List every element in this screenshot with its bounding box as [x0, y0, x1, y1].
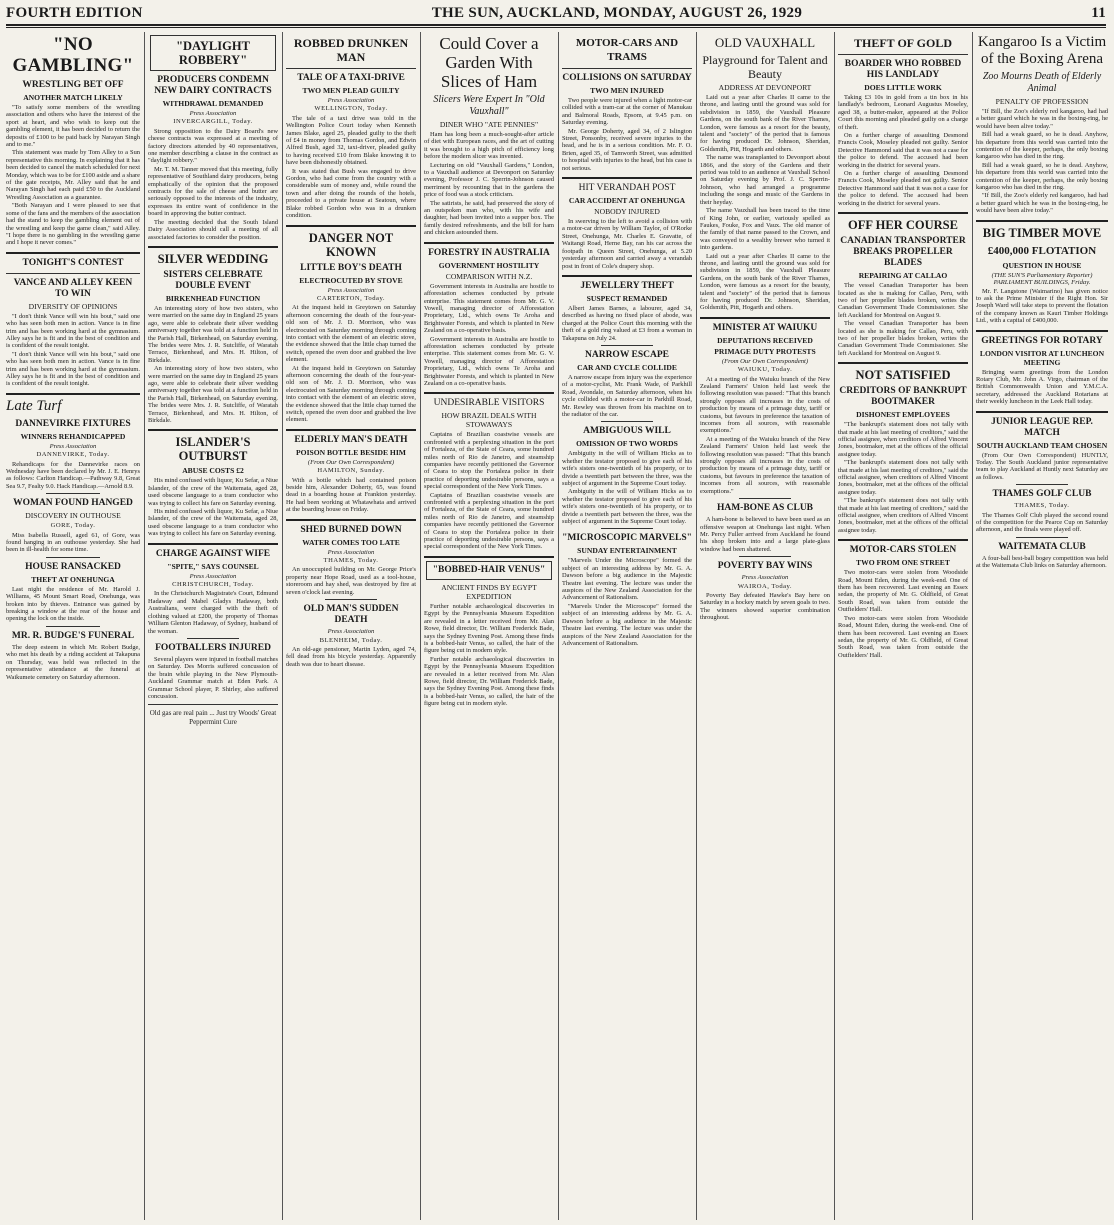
- advertisement: Old gas are real pain ... Just try Woods' Great Peppermint Cure: [149, 709, 277, 726]
- headline-motor-stolen: MOTOR-CARS STOLEN: [849, 545, 957, 556]
- subhead-plead-guilty: TWO MEN PLEAD GUILTY: [302, 86, 400, 95]
- article-paragraph: The name was transplanted to Devonport about 1866, and the story of the Gardens and their period was told to an audience at Vauxhall School on Saturday evening by Prof. J. C. Sperrin-Johnson, who had arranged a programme including the songs and music of the Gardens in their heyday.: [700, 154, 830, 206]
- section-rule: [424, 392, 554, 394]
- dateline: Press Association: [741, 574, 789, 582]
- section-rule: [562, 275, 692, 277]
- subhead-collisions: COLLISIONS ON SATURDAY: [562, 73, 692, 83]
- headline-box: [426, 561, 552, 580]
- subhead-producers: PRODUCERS CONDEMN NEW DAIRY CONTRACTS: [154, 75, 272, 96]
- section-rule: [286, 429, 416, 431]
- headline-islanders-outburst: ISLANDER'S OUTBURST: [175, 435, 251, 464]
- column-3: [286, 32, 416, 1222]
- column-rule: [972, 32, 973, 1220]
- rule: [562, 68, 692, 69]
- headline-vance-alley: VANCE AND ALLEY KEEN TO WIN: [13, 277, 133, 299]
- headline-daylight-robbery: "DAYLIGHT ROBBERY": [176, 39, 250, 67]
- section-rule: [6, 393, 140, 395]
- subhead-creditors: CREDITORS OF BANKRUPT BOOTMAKER: [839, 386, 967, 408]
- article-paragraph: The vessel Canadian Transporter has been located as she is making for Callao, Peru, with two of her propeller blades broken, writes the Canadian Government Trade Commissioner. She left Auckland for Montreal on August 9.: [838, 282, 968, 319]
- article-paragraph: A narrow escape from injury was the experience of a motor-cyclist, Mr. Frank Wade, of Parkhill Road, Avondale, on Saturday afternoon, when his cycle collided with a motor-car in Parkhill Road, Mr. Rewley was thrown from his machine on to the radiator of the car.: [562, 373, 692, 418]
- headline-verandah: HIT VERANDAH POST: [578, 183, 676, 194]
- dateline: (From Our Own Correspondent): [307, 458, 395, 466]
- dateline: Press Association: [189, 110, 237, 117]
- rule: [286, 68, 416, 69]
- section-rule: [6, 252, 140, 254]
- column-7: [838, 32, 968, 1222]
- subhead-comparison: COMPARISON WITH N.Z.: [445, 271, 533, 281]
- rule: [739, 556, 791, 557]
- subhead-egypt: ANCIENT FINDS BY EGYPT EXPEDITION: [441, 582, 537, 601]
- article-paragraph: Ambiguity in the will of William Hicks as to whether the testator proposed to give each of his wife's sisters one-twentieth of his property, or to divide a twentieth part between the three, was the subject of argument in the Supreme Court today.: [562, 488, 692, 526]
- article-paragraph: Captains of Brazilian coastwise vessels are confronted with a perplexing situation in the port of Fortaleza, of the State of Ceara, some hundred miles north of Rio de Janeiro, and steamship companies have recently petitioned the Governor of Ceara to stop the Fortaleza police in their practice of deporting undesirable persons, says a special correspondent of the New York Times.: [424, 431, 554, 491]
- placeline: INVERCARGILL, Today.: [173, 118, 253, 126]
- article-paragraph: "I don't think Vance will win his bout," said one who has seen both men in action. Vance is in fine trim and has been working hard at the gymnasium. Alley says he is fit and in the best of condition and is confident of the result tonight.: [6, 350, 140, 388]
- rule: [46, 493, 100, 494]
- subhead-electrocuted: ELECTROCUTED BY STOVE: [299, 275, 403, 285]
- subhead-slicers: Slicers Were Expert In "Old Vauxhall": [433, 94, 545, 117]
- headline-off-course: OFF HER COURSE: [848, 218, 958, 233]
- subhead-dishonest: DISHONEST EMPLOYEES: [856, 410, 950, 420]
- article-paragraph: "The bankrupt's statement does not tally with that made at his last meeting of creditors," said the official assignee, when creditors of Alfred Vincent Jones, bootmaker, met at the offices of the official assignee today.: [838, 421, 968, 458]
- article-paragraph: On a further charge of assaulting Desmond Francis Cook, Moseley pleaded not guilty. Senior Detective Hammond said that it was not a case for the police to defend. The accused had been working in the district for several years.: [838, 132, 968, 169]
- headline-microscopic: "MICROSCOPIC MARVELS": [562, 533, 692, 544]
- article-paragraph: Lecturing on old "Vauxhall Gardens," London, to a Vauxhall audience at Devonport on Saturday evening, Professor J. C. Sperrin-Johnson caused merriment by recounting that in the gardens the price of food was a stock criticism.: [424, 161, 554, 199]
- subhead-poison-bottle: POISON BOTTLE BESIDE HIM: [296, 447, 406, 457]
- subhead-car-cycle: CAR AND CYCLE COLLIDE: [577, 362, 677, 372]
- subhead-taxi-drive: TALE OF A TAXI-DRIVE: [297, 73, 405, 83]
- section-rule: [700, 317, 830, 319]
- section-rule: [976, 411, 1108, 413]
- article-paragraph: A ham-bone is believed to have been used as an offensive weapon at Onehunga last night. When Mr. Percy Fuller arrived from Auckland he found his shop broken into and a large plate-glass window had been shattered.: [700, 516, 830, 553]
- headline-undesirable: UNDESIRABLE VISITORS: [433, 398, 545, 409]
- subhead-diner: DINER WHO "ATE PENNIES": [439, 120, 539, 129]
- subhead-playground: Playground for Talent and Beauty: [702, 53, 828, 81]
- article-paragraph: The vessel Canadian Transporter has been located as she is making for Callao, Peru, with two of her propeller blades broken, writes the Canadian Government Trade Commissioner. She left Auckland for Montreal on August 9.: [838, 320, 968, 357]
- masthead-rule-thin: [6, 27, 1106, 28]
- headline-kangaroo: Kangaroo Is a Victim of the Boxing Arena: [977, 34, 1107, 67]
- article-paragraph: An interesting story of how two sisters, who were married on the same day in England 25 years ago, were able to celebrate their silver wedding anniversary together was told at a function held in the Parish Hall, Birkenhead, on Saturday evening. The brides were Mrs. J. R. Sutcliffe, of Waratah Terrace, Birkenhead, and Mrs. H. Hilton, of Birkdale.: [148, 304, 278, 364]
- column-rule: [144, 32, 145, 1220]
- subhead-primage: PRIMAGE DUTY PROTESTS: [714, 346, 816, 356]
- section-rule: [838, 212, 968, 214]
- headline-motor-cars: MOTOR-CARS AND TRAMS: [575, 37, 679, 63]
- article-paragraph: With a bottle which had contained poison beside him, Alexander Doherty, 65, was found dead in a boarding house at Frankton yesterday. He had been working at Whatawhata and arrived at the boarding house on Friday.: [286, 476, 416, 514]
- column-8: [976, 32, 1108, 1222]
- placeline: THAMES, Today.: [1014, 502, 1070, 510]
- article-paragraph: A four-ball best-ball bogey competition was held at the Waitemata Club links on Saturday afternoon.: [976, 554, 1108, 570]
- section-rule: [976, 220, 1108, 222]
- subhead-callao: REPAIRING AT CALLAO: [858, 271, 948, 281]
- rule: [838, 54, 968, 55]
- subhead-little-boy: LITTLE BOY'S DEATH: [300, 262, 402, 273]
- headline-ambiguous-will: AMBIGUOUS WILL: [583, 426, 671, 437]
- article-paragraph: Ambiguity in the will of William Hicks as to whether the testator proposed to give each of his wife's sisters one-twentieth of his property, or to divide a twentieth part between the three, was the subject of argument in the Supreme Court today.: [562, 450, 692, 487]
- article-paragraph: Two motor-cars were stolen from Woodside Road, Mount Eden, during the week-end. One of them has been recovered. Last evening an Essex sedan, the property of Mr. G. Oldfield, of Great South Road, was taken from outside the Outfielders' Hall.: [838, 614, 968, 659]
- headline-budge-funeral: MR. R. BUDGE'S FUNERAL: [11, 630, 135, 641]
- subhead-south-auckland: SOUTH AUCKLAND TEAM CHOSEN: [976, 440, 1108, 450]
- rule: [325, 599, 377, 600]
- article-paragraph: The satirists, he said, had preserved the story of an outspoken man who, with his wife and daughter, had been invited into a supper box. The family desired refreshments, and the bill for ham and chicken astounded them.: [424, 199, 554, 237]
- subhead-hostility: GOVERNMENT HOSTILITY: [438, 260, 540, 270]
- rule: [601, 528, 653, 529]
- headline-timber-move: BIG TIMBER MOVE: [982, 225, 1102, 240]
- article-paragraph: An unoccupied building on Mr. George Price's property near Hope Road, used as a tool-house, storeroom and hay shed, was destroyed by fire at seven o'clock last evening.: [286, 566, 416, 596]
- subhead-water-late: WATER COMES TOO LATE: [302, 537, 400, 547]
- subhead-rehandicapped: WINNERS REHANDICAPPED: [20, 431, 126, 441]
- subhead-brazil: HOW BRAZIL DEALS WITH STOWAWAYS: [441, 411, 537, 430]
- column-rule: [420, 32, 421, 1220]
- rule: [6, 273, 140, 274]
- article-paragraph: The meeting decided that the South Island Dairy Association should call a meeting of all associated factories to consider the position.: [148, 218, 278, 241]
- article-paragraph: "Marvels Under the Microscope" formed the subject of an interesting address by Mr. G. A. Dawson before a big audience in the Majestic Theatre last evening. The lecture was under the auspices of the New Zealand Association for the Advancement of Rationalism.: [562, 602, 692, 647]
- headline-junior-league: JUNIOR LEAGUE REP. MATCH: [991, 416, 1093, 438]
- article-paragraph: Bill had a weak guard, so he is dead. Anyhow, his departure from this world was carried into the contention of the keeper, perhaps, the only boxing kangaroo who has died in the ring.: [976, 131, 1108, 161]
- section-rule: [838, 539, 968, 541]
- section-rule: [424, 556, 554, 558]
- subhead-nobody: NOBODY INJURED: [594, 207, 660, 217]
- article-paragraph: Several players were injured in football matches on Saturday. Des Morris suffered concussion of the brain while playing in the New Plymouth-Auckland Grammar match at Eden Park. A Grammar School player, P. Shirley, also suffered concussion.: [148, 655, 278, 700]
- article-paragraph: Mr. T. M. Tanner moved that this meeting, fully representative of Southland dairy producers, being emphatically of the opinion that the proposed contracts for the sale of cheese and butter are seriously opposed to the interests of the industry, expresses its entire want of confidence in the board in approving the butter contract.: [148, 165, 278, 218]
- headline-woman-found: WOMAN FOUND HANGED: [13, 498, 133, 509]
- placeline: WAIROA, Today.: [737, 582, 793, 590]
- rule: [46, 626, 100, 627]
- article-paragraph: Two people were injured when a light motor-car collided with a tram-car at the corner of Manukau and Balmoral Roads, Epsom, at 9.45 p.m. on Saturday evening.: [562, 97, 692, 127]
- headline-footballers: FOOTBALLERS INJURED: [155, 642, 271, 653]
- section-rule: [562, 177, 692, 179]
- subhead-question: QUESTION IN HOUSE: [1002, 260, 1082, 270]
- headline-old-vauxhall: OLD VAUXHALL: [714, 35, 816, 50]
- section-tonights-contest: TONIGHT'S CONTEST: [22, 257, 124, 268]
- rule: [601, 421, 653, 422]
- column-rule: [834, 32, 835, 1220]
- article-paragraph: Bill had a weak guard, so he is dead. Anyhow, his departure from this world was carried into the contention of the keeper, perhaps, the only boxing kangaroo who has died in the ring.: [976, 161, 1108, 192]
- article-paragraph: Mr. George Doherty, aged 34, of 2 Islington Street, Ponsonby, received severe injuries to the head, and he is in a serious condition. Mr. F. O. Brien, aged 35, of Tamworth Street, was admitted to hospital with injuries to the head, but his case is not serious.: [562, 127, 692, 172]
- article-paragraph: Captains of Brazilian coastwise vessels are confronted with a perplexing situation in the port of Fortaleza, of the State of Ceara, some hundred miles north of Rio de Janeiro, and steamship companies have recently petitioned the Governor of Ceara to stop the Fortaleza police in their practice of deporting undesirable persons, says a special correspondent of the New York Times.: [424, 491, 554, 551]
- placeline: CHRISTCHURCH, Today.: [172, 581, 254, 589]
- article-paragraph: His mind confused with liquor, Ku Sefar, a Niue Islander, of the crew of the Waitemata, aged 28, used obscene language to a tram conductor who was trying to collect his fare on Saturday evening.: [148, 477, 278, 507]
- headline-charge-wife: CHARGE AGAINST WIFE: [155, 548, 271, 559]
- subhead-little-work: DOES LITTLE WORK: [864, 83, 942, 92]
- masthead: [6, 3, 1106, 23]
- article-paragraph: Government interests in Australia are hostile to afforestation schemes conducted by private enterprise. This statement comes from Mr. G. V. Vowell, managing director of Afforestation Proprietary, Ltd., which owns Te Aroha and Brightwater Forests, and which is planted in New Zealand on a co-operative basis.: [424, 335, 554, 387]
- headline-silver-wedding: SILVER WEDDING: [157, 251, 269, 266]
- column-5: [562, 32, 692, 1222]
- headline-narrow-escape: NARROW ESCAPE: [584, 349, 669, 360]
- article-paragraph: His mind confused with liquor, Ku Sefar, a Niue Islander, of the crew of the Waitemata, aged 28, used obscene language to a tram conductor who was trying to collect his fare on Saturday evening.: [148, 508, 278, 538]
- subhead-wrestling: WRESTLING BET OFF: [22, 80, 124, 90]
- article-paragraph: An old-age pensioner, Martin Lyden, aged 74, fell dead from his bicycle yesterday. Apparently death was due to heart disease.: [286, 645, 416, 668]
- dateline: Press Association: [49, 442, 97, 450]
- headline-box: [150, 35, 276, 71]
- column-rule: [696, 32, 697, 1220]
- article-paragraph: Bringing warm greetings from the London Rotary Club, Mr. John A. Virgo, chairman of the British Commonwealth Union and Y.M.C.A. secretary, addressed the Auckland Rotarians at their weekly luncheon in the Leek Hall today.: [976, 368, 1108, 406]
- headline-dannevirke: DANNEVIRKE FIXTURES: [15, 418, 131, 429]
- headline-danger-not-known: DANGER NOT KNOWN: [308, 230, 394, 259]
- placeline: BLENHEIM, Today.: [319, 636, 383, 644]
- article-paragraph: The Thames Golf Club played the second round of the competition for the Pearce Cup on Saturday afternoon, and the finals were played off.: [976, 511, 1108, 534]
- article-paragraph: Ham has long been a much-sought-after article of diet with European races, and the art of cutting it was brought to a high pitch of efficiency long before the modern slicer was invented.: [424, 131, 554, 161]
- column-rule: [282, 32, 283, 1220]
- subhead-abuse-costs: ABUSE COSTS £2: [182, 466, 244, 476]
- article-paragraph: "Marvels Under the Microscope" formed the subject of an interesting address by Mr. G. A. Dawson before a big audience in the Majestic Theatre last evening. The lecture was under the auspices of the New Zealand Association for the Advancement of Rationalism.: [562, 557, 692, 602]
- headline-house-ransacked: HOUSE RANSACKED: [25, 561, 121, 572]
- article-paragraph: "To satisfy some members of the wrestling association and others who have the interest of the sport at heart, and who wish to keep out the gambling element, it has been decided to return the deposits of £100 to be paid back by Narayan Singh and to me.": [6, 104, 140, 149]
- article-paragraph: Last night the residence of Mr. Harold J. Williams, 45 Mount Smart Road, Onehunga, was broken into by thieves. Entrance was gained by breaking a window at the rear of the house and opening the lock on the inside.: [6, 585, 140, 623]
- subhead-spite: "SPITE," SAYS COUNSEL: [167, 561, 259, 571]
- section-rule: [148, 543, 278, 545]
- subhead-car-accident: CAR ACCIDENT AT ONEHUNGA: [568, 196, 686, 206]
- subhead-birkenhead: BIRKENHEAD FUNCTION: [165, 293, 261, 303]
- subhead-devonport: ADDRESS AT DEVONPORT: [718, 83, 812, 92]
- article-paragraph: "The bankrupt's statement does not tally with that made at his last meeting of creditors," said the official assignee, when creditors of Alfred Vincent Jones, bootmaker, met at the offices of the official assignee today.: [838, 459, 968, 496]
- article-paragraph: Rehandicaps for the Dannevirke races on Wednesday have been declared by Mr. J. E. Henrys as follows: Carlton Handicap.—Pathway 9.8, Great Sea 9.7, Fealty 9.0. Hack Handicap.—Arnold 8.9.: [6, 460, 140, 490]
- section-rule: [838, 362, 968, 364]
- article-paragraph: Strong opposition to the Dairy Board's new cheese contracts was expressed at a meeting of factory directors attended by 40 representatives, one member describing a clause in the contract as "daylight robbery.": [148, 127, 278, 165]
- headline-waitemata: WAITEMATA CLUB: [998, 541, 1086, 552]
- headline-robbed-drunken: ROBBED DRUNKEN MAN: [293, 36, 409, 64]
- section-rule: [286, 225, 416, 227]
- article-paragraph: Poverty Bay defeated Hawke's Bay here on Saturday in a hockey match by seven goals to two. The winners showed superior combination throughout.: [700, 591, 830, 622]
- headline-thames-golf: THAMES GOLF CLUB: [992, 489, 1092, 500]
- section-rule: [424, 242, 554, 244]
- section-late-turf: Late Turf: [6, 397, 62, 414]
- subhead-withdrawal: WITHDRAWAL DEMANDED: [162, 99, 264, 108]
- dateline: Press Association: [327, 548, 375, 556]
- placeline: WELLINGTON, Today.: [314, 105, 388, 113]
- headline-not-satisfied: NOT SATISFIED: [855, 368, 951, 383]
- headline-forestry: FORESTRY IN AUSTRALIA: [428, 247, 550, 258]
- rule: [1016, 537, 1069, 538]
- headline-shed-burned: SHED BURNED DOWN: [300, 524, 402, 535]
- article-paragraph: Two motor-cars were stolen from Woodside Road, Mount Eden, during the week-end. One of them has been recovered. Last evening an Essex sedan, the property of Mr. G. Oldfield, of Great South Road, was taken from outside the Outfielders' Hall.: [838, 569, 968, 614]
- article-paragraph: The tale of a taxi drive was told in the Wellington Police Court today when Kenneth James Blake, aged 25, pleaded guilty to the theft of £4 in money from Thomas Gordon, and Edwin Alfred Bush, aged 32, taxi-driver, pleaded guilty to having received £10 from Blake knowing it to have been dishonestly obtained.: [286, 114, 416, 167]
- section-rule: [976, 330, 1108, 332]
- headline-sudden-death: OLD MAN'S SUDDEN DEATH: [303, 604, 399, 626]
- article-paragraph: In the Christchurch Magistrate's Court, Edmund Hadaway and Mabel Gladys Hadaway, both Australians, were charged with the theft of clothing valued at £200, the property of Thomas William Glenton Hadaway, of Sydney, husband of the woman.: [148, 590, 278, 635]
- placeline: DANNEVIRKE, Today.: [36, 451, 110, 459]
- article-paragraph: Laid out a year after Charles II came to the throne, and lasting until the ground was sold for subdivision in 1859, the Vauxhall Pleasure Gardens, on the south bank of the River Thames, London, were famous as a resort for the beauty, talent and "society" of the period that is famous for having produced Dr. Johnson, Sheridan, Goldsmith, Pitt, Hogarth and others.: [700, 94, 830, 153]
- subhead-suspect: SUSPECT REMANDED: [586, 293, 668, 303]
- section-rule: [286, 519, 416, 521]
- subhead-sisters: SISTERS CELEBRATE DOUBLE EVENT: [163, 269, 263, 291]
- masthead-rule: [6, 24, 1106, 26]
- section-rule: [148, 429, 278, 431]
- subhead-deputations: DEPUTATIONS RECEIVED: [717, 335, 813, 345]
- rule: [148, 704, 278, 705]
- headline-poverty-bay: POVERTY BAY WINS: [717, 561, 813, 572]
- headline-no-gambling: "NO GAMBLING": [12, 34, 134, 76]
- column-2: [148, 32, 278, 1222]
- placeline: WAIUKU, Today.: [737, 366, 793, 374]
- article-paragraph: At the inquest held in Greytown on Saturday afternoon concerning the death of the four-year-old son of Mr. J. D. Morrison, who was electrocuted on Saturday morning through coming into contact with the element of an electric stove, the evidence showed that the little chap turned the switch, opened the oven door and grabbed the live element.: [286, 304, 416, 364]
- rule: [601, 345, 653, 346]
- article-paragraph: In swerving to the left to avoid a collision with a motor-car driven by William Taylor, of O'Rorke Street, Onehunga, Mr. Charles E. Gravatte, of Waitangi Road, Herne Bay, ran his car across the footpath in Queen Street, Onehunga, at 5.20 yesterday afternoon and carried away a verandah post in front of Cole's drapery shop.: [562, 218, 692, 270]
- article-paragraph: Miss Isabella Russell, aged 61, of Gore, was found hanging in an outhouse yesterday. She had been in ill-health for some time.: [6, 531, 140, 554]
- rule: [739, 498, 791, 499]
- subhead-two-injured: TWO MEN INJURED: [590, 86, 664, 95]
- article-paragraph: At a meeting of the Waiuku branch of the New Zealand Farmers' Union held last week the following resolution was passed: "That this branch strongly opposes all increases in the costs of production by means of a primage duty, tariff or customs, but favours in preference the taxation of incomes from all sources, with reasonable exemptions.": [700, 375, 830, 435]
- subhead-another-match: ANOTHER MATCH LIKELY: [23, 93, 123, 102]
- subhead-onehunga: THEFT AT ONEHUNGA: [31, 574, 115, 584]
- article-paragraph: This statement was made by Tom Alley to a Sun representative this morning. In explaining that it has been decided to cancel the match scheduled for next Monday, which was to be for £100 aside and a share of the gate receipts, Mr. Alley said that he and Narayan Singh had each paid £50 to the Auckland Wrestling Association as a guarantee.: [6, 149, 140, 201]
- section-rule: [148, 246, 278, 248]
- article-paragraph: Further notable archaeological discoveries in Egypt by the Pennsylvania Museum Expedition are revealed in a letter received from Mr. Alan Rowe, field director, Dr. William Frederick Bade, says the Sydney Evening Post. Among these finds is a bobbed-hair Venus, so called, the hair of the figure being cut in modern style.: [424, 655, 554, 708]
- paper-dateline: THE SUN, AUCKLAND, MONDAY, AUGUST 26, 1929: [431, 4, 803, 21]
- subhead-one-street: TWO FROM ONE STREET: [856, 558, 950, 568]
- subhead-zoo-mourns: Zoo Mourns Death of Elderly Animal: [982, 71, 1102, 94]
- placeline: HAMILTON, Sunday.: [317, 467, 385, 475]
- article-paragraph: Laid out a year after Charles II came to the throne, and lasting until the ground was sold for subdivision in 1859, the Vauxhall Pleasure Gardens, on the south bank of the River Thames, London, were famous as a resort for the beauty, talent and "society" of the period that is famous for having produced Dr. Johnson, Sheridan, Goldsmith, Pitt, Hogarth and others.: [700, 252, 830, 312]
- column-rule: [558, 32, 559, 1220]
- edition-label: FOURTH EDITION: [6, 4, 143, 21]
- article-paragraph: On a further charge of assaulting Desmond Francis Cook, Moseley pleaded not guilty. Senior Detective Hammond said that it was not a case for the police to defend. The accused had been working in the district for several years.: [838, 170, 968, 207]
- headline-theft-gold: THEFT OF GOLD: [853, 36, 952, 50]
- subhead-penalty: PENALTY OF PROFESSION: [995, 97, 1089, 106]
- article-paragraph: Mr. F. Langstone (Waimarino) has given notice to ask the Prime Minister if the Right Hon. Sir Joseph Ward will take steps to prevent the flotation of the company known as Kauri Timber Holdings Ltd., with a capital of £400,000.: [976, 287, 1108, 325]
- article-paragraph: The deep esteem in which Mr. Robert Budge, who met his death by a riding accident at Takapuna on Thursday, was held was reflected in the representative attendance at the funeral at Waikumete cemetery on Saturday afternoon.: [6, 643, 140, 681]
- article-paragraph: Taking £3 10s in gold from a tin box in his landlady's bedroom, Leonard Augustus Moseley, aged 38, a butter-maker, appeared at the Police Court this morning and pleaded guilty on a charge of theft.: [838, 94, 968, 131]
- rule: [1016, 484, 1069, 485]
- subhead-transporter: CANADIAN TRANSPORTER BREAKS PROPELLER BLADES: [840, 236, 966, 269]
- headline-ham-bone: HAM-BONE AS CLUB: [716, 503, 814, 514]
- dateline: Press Association: [189, 572, 237, 580]
- article-paragraph: "The bankrupt's statement does not tally with that made at his last meeting of creditors," said the official assignee, when creditors of Alfred Vincent Jones, bootmaker, met at the offices of the official assignee today.: [838, 497, 968, 534]
- article-paragraph: The name Vauxhall has been traced to the time of King John, or earlier, variously spelled as Faukes, Fouke, Fox and Vaux. The old manor of the family of that name passed to the Crown, and was conveyed to a wealthy brewer who turned it into gardens.: [700, 207, 830, 252]
- article-paragraph: "If Bill, the Zoo's elderly red kangaroo, had had a better guard which he was in the boxing-ring, he would have been alive today.": [976, 108, 1108, 130]
- subhead-boarder: BOARDER WHO ROBBED HIS LANDLADY: [844, 59, 962, 80]
- column-6: [700, 32, 830, 1222]
- dateline: Press Association: [327, 628, 375, 636]
- subhead-flotation: £400,000 FLOTATION: [987, 244, 1097, 257]
- page-number: 11: [1091, 4, 1106, 21]
- dateline: (THE SUN'S Parliamentary Reporter) PARLIAMENT BUILDINGS, Friday.: [991, 271, 1093, 287]
- headline-bobbed-hair: "BOBBED-HAIR VENUS": [432, 564, 546, 575]
- rule: [46, 557, 100, 558]
- rule: [187, 638, 239, 639]
- column-1: [6, 32, 140, 1222]
- headline-rotary: GREETINGS FOR ROTARY: [981, 335, 1103, 346]
- article-paragraph: An interesting story of how two sisters, who were married on the same day in England 25 years ago, were able to celebrate their silver wedding anniversary together was told at a function held in the Parish Hall, Birkenhead, on Saturday evening. The brides were Mrs. J. R. Sutcliffe, of Waratah Terrace, Birkenhead, and Mrs. H. Hilton, of Birkdale.: [148, 365, 278, 424]
- article-paragraph: (From Our Own Correspondent) HUNTLY, Today. The South Auckland junior representative team to play Auckland at Huntly next Saturday are as follows.: [976, 451, 1108, 481]
- article-paragraph: Albert James Barnes, a labourer, aged 34, described as having no fixed place of abode, was charged at the Police Court this morning with the theft of a gold ring valued at £3 from a woman in Takapuna on July 24.: [562, 304, 692, 342]
- subhead-outhouse: DISCOVERY IN OUTHOUSE: [25, 511, 121, 521]
- subhead-sunday: SUNDAY ENTERTAINMENT: [577, 546, 677, 556]
- subhead-london-visitor: LONDON VISITOR AT LUNCHEON MEETING: [979, 348, 1105, 367]
- article-paragraph: It was stated that Bush was engaged to drive Gordon, who had come from the country with a considerable sum of money and, while round the town and after doing the rounds of the hotels, proceeded to a private house at Seatoun, where Blake robbed Gordon who was in a drunken condition.: [286, 167, 416, 220]
- subhead-omission: OMISSION OF TWO WORDS: [576, 439, 678, 449]
- article-paragraph: Government interests in Australia are hostile to afforestation schemes conducted by private enterprise. This statement comes from Mr. G. V. Vowell, managing director of Afforestation Proprietary, Ltd., which owns Te Aroha and Brightwater Forests, and which is planted in New Zealand on a co-operative basis.: [424, 282, 554, 335]
- headline-elderly-man: ELDERLY MAN'S DEATH: [294, 434, 408, 445]
- placeline: GORE, Today.: [50, 522, 96, 530]
- headline-garden-ham: Could Cover a Garden With Slices of Ham: [439, 34, 539, 91]
- article-paragraph: At the inquest held in Greytown on Saturday afternoon concerning the death of the four-year-old son of Mr. J. D. Morrison, who was electrocuted on Saturday morning through coming into contact with the element of an electric stove, the evidence showed that the little chap turned the switch, opened the oven door and grabbed the live element.: [286, 364, 416, 424]
- subhead-diversity: DIVERSITY OF OPINIONS: [28, 301, 118, 311]
- dateline: (From Our Own Correspondent): [721, 357, 809, 365]
- headline-minister-waiuku: MINISTER AT WAIUKU: [712, 322, 818, 333]
- dateline: Press Association: [327, 97, 375, 104]
- article-paragraph: "I don't think Vance will win his bout," said one who has seen both men in action. Vance is in fine trim and has been working hard at the gymnasium. Alley says he is fit and in the best of condition and is confident of the result tonight.: [6, 312, 140, 350]
- article-paragraph: "If Bill, the Zoo's elderly red kangaroo, had had a better guard which he was in the boxing-ring, he would have been alive today.": [976, 192, 1108, 215]
- headline-jewellery: JEWELLERY THEFT: [580, 280, 674, 291]
- dateline: Press Association: [327, 286, 375, 294]
- article-paragraph: At a meeting of the Waiuku branch of the New Zealand Farmers' Union held last week the following resolution was passed: "That this branch strongly opposes all increases in the costs of production by means of a primage duty, tariff or customs, but favours in preference the taxation of incomes from all sources, with reasonable exemptions.": [700, 435, 830, 495]
- article-paragraph: "Both Narayan and I were pleased to see that some of the fans and the members of the association had the stand to keep the gambling element out of the wrestling and keep the game clean," said Alley. "I hope there is no gambling in the wrestling game and I hope it never comes.": [6, 202, 140, 247]
- article-paragraph: Further notable archaeological discoveries in Egypt by the Pennsylvania Museum Expedition are revealed in a letter received from Mr. Alan Rowe, field director, Dr. William Frederick Bade, says the Sydney Evening Post. Among these finds is a bobbed-hair Venus, so called, the hair of the figure being cut in modern style.: [424, 602, 554, 655]
- placeline: THAMES, Today.: [323, 557, 379, 565]
- placeline: CARTERTON, Today.: [317, 294, 385, 302]
- column-4: [424, 32, 554, 1222]
